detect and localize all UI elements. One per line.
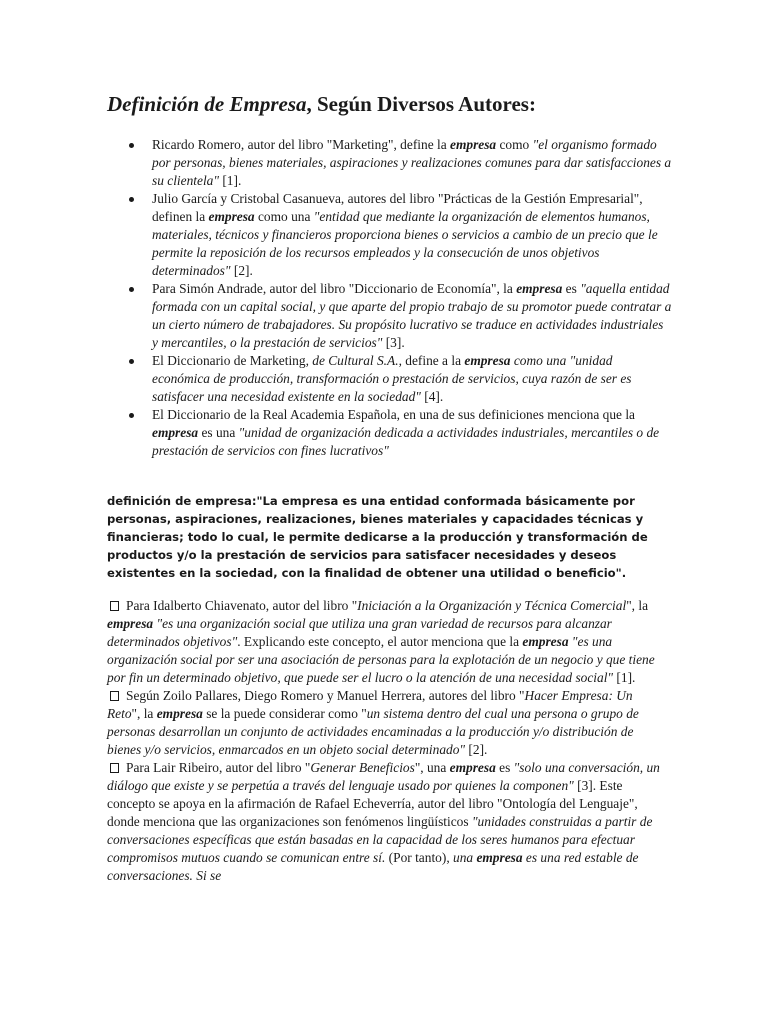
item-text: El Diccionario de la Real Academia Española, en una de sus definiciones menciona que la (152, 407, 636, 422)
item-keyword: empresa (464, 353, 511, 368)
paragraph (107, 687, 662, 759)
para-quote: un sistema dentro del cual una persona o grupo de personas desarrollan un conjunto de actividades encaminadas a la producción y/o distribución de bienes y/o servicios, enmarcados en un objeto social determinado" (107, 706, 639, 757)
item-keyword: empresa (208, 209, 255, 224)
item-text: es (562, 281, 581, 296)
para-keyword: empresa (522, 634, 569, 649)
item-citation: [1]. (218, 173, 242, 188)
item-text: Ricardo Romero, autor del libro "Marketing", define la (152, 137, 451, 152)
paragraph (107, 597, 662, 687)
para-text: ", una (414, 760, 450, 775)
item-text: es una (198, 425, 239, 440)
item-keyword: empresa (152, 425, 199, 440)
item-text: El Diccionario de Marketing, (152, 353, 313, 368)
item-citation: [2]. (230, 263, 253, 278)
item-quote: como una "unidad económica de producción, transformación o prestación de servicios, cuya razón de ser es satisfacer una necesidad existente en la sociedad" (152, 353, 632, 404)
item-text: como una (254, 209, 314, 224)
para-quote: "es una organización social por ser una asociación de personas para la explotación de un negocio y que tiene por fin un determinado objetivo, que puede ser el lucro o la atención de una necesidad social" (107, 634, 655, 685)
book-title: Hacer Empresa: Un Reto (107, 688, 633, 721)
item-text: , define a la (398, 353, 465, 368)
para-keyword: empresa (449, 760, 496, 775)
authors-paragraphs (107, 597, 662, 885)
para-text: es (495, 760, 514, 775)
item-text: Julio García y Cristobal Casanueva, autores del libro "Prácticas de la Gestión Empresarial", definen la (152, 191, 643, 224)
page-title (107, 92, 536, 117)
definition-paragraph: definición de empresa:"La empresa es una entidad conformada básicamente por personas, aspiraciones, realizaciones, bienes materiales y capacidades técnicas y financieras; todo lo cual, le permite dedicarse a la producción y transformación de productos y/o la prestación de servicios para satisfacer necesidades y deseos existentes en la sociedad, con la finalidad de obtener una utilidad o beneficio". (107, 494, 648, 580)
para-quote: "unidades construidas a partir de conversaciones específicas que están basadas en la capacidad de los seres humanos para efectuar compromisos mutuos cuando se comunican entre sí. (107, 814, 653, 865)
missing-glyph-icon (110, 763, 119, 773)
title-italic: Definición de Empresa (107, 92, 307, 116)
para-keyword: empresa (107, 616, 154, 631)
para-quote: una (453, 850, 477, 865)
para-quote: "es una organización social que utiliza una gran variedad de recursos para alcanzar determinados objetivos" (107, 616, 612, 649)
para-text: . Explicando este concepto, el autor menciona que la (237, 634, 523, 649)
paragraph (107, 759, 662, 885)
book-title: Iniciación a la Organización y Técnica Comercial (357, 598, 627, 613)
list-item (152, 190, 672, 280)
item-text: Para Simón Andrade, autor del libro "Diccionario de Economía", la (152, 281, 517, 296)
item-publisher: de Cultural S.A. (312, 353, 399, 368)
book-title: Generar Beneficios (310, 760, 415, 775)
para-keyword: empresa (156, 706, 203, 721)
para-text: (Por tanto), (385, 850, 454, 865)
para-text: Para Idalberto Chiavenato, autor del libro " (126, 598, 358, 613)
para-text: [3]. Este concepto se apoya en la afirmación de Rafael Echeverría, autor del libro "Ontología del Lenguaje", donde menciona que las organizaciones son fenómenos lingüísticos (107, 778, 638, 829)
item-text: como (496, 137, 533, 152)
item-quote: "entidad que mediante la organización de elementos humanos, materiales, técnicos y financieros proporciona bienes o servicios a cambio de un precio que le permite la reposición de los recursos empleados y la consecución de unos objetivos determinados" (152, 209, 658, 278)
item-keyword: empresa (450, 137, 497, 152)
para-text: se la puede considerar como " (202, 706, 367, 721)
para-text: Para Lair Ribeiro, autor del libro " (126, 760, 311, 775)
list-item (152, 406, 672, 460)
item-citation: [3]. (382, 335, 405, 350)
list-item (152, 352, 672, 406)
list-item (152, 136, 672, 190)
item-quote: "unidad de organización dedicada a actividades industriales, mercantiles o de prestación de servicios con fines lucrativos" (152, 425, 660, 458)
para-text: ", la (626, 598, 649, 613)
missing-glyph-icon (110, 691, 119, 701)
para-text: Según Zoilo Pallares, Diego Romero y Manuel Herrera, autores del libro " (126, 688, 525, 703)
para-quote: "solo una conversación, un diálogo que existe y se perpetúa a través del lenguaje usado por quienes la componen" (107, 760, 660, 793)
item-quote: "aquella entidad formada con un capital social, y que aparte del propio trabajo de su promotor puede contratar a un cierto número de trabajadores. Su propósito lucrativo se traduce en actividades industriales y mercantiles, o la prestación de servicios" (152, 281, 672, 350)
para-quote: es una red estable de conversaciones. Si se (107, 850, 639, 883)
item-quote: "el organismo formado por personas, bienes materiales, aspiraciones y realizaciones comunes para dar satisfacciones a su clientela" (152, 137, 672, 188)
item-citation: [4]. (420, 389, 444, 404)
title-rest: , Según Diversos Autores: (306, 92, 536, 116)
para-citation: [2]. (465, 742, 488, 757)
item-keyword: empresa (516, 281, 563, 296)
para-text: ", la (131, 706, 157, 721)
para-citation: [1]. (613, 670, 636, 685)
list-item (152, 280, 672, 352)
para-keyword: empresa (476, 850, 523, 865)
author-definitions-list (152, 136, 672, 460)
missing-glyph-icon (110, 601, 119, 611)
